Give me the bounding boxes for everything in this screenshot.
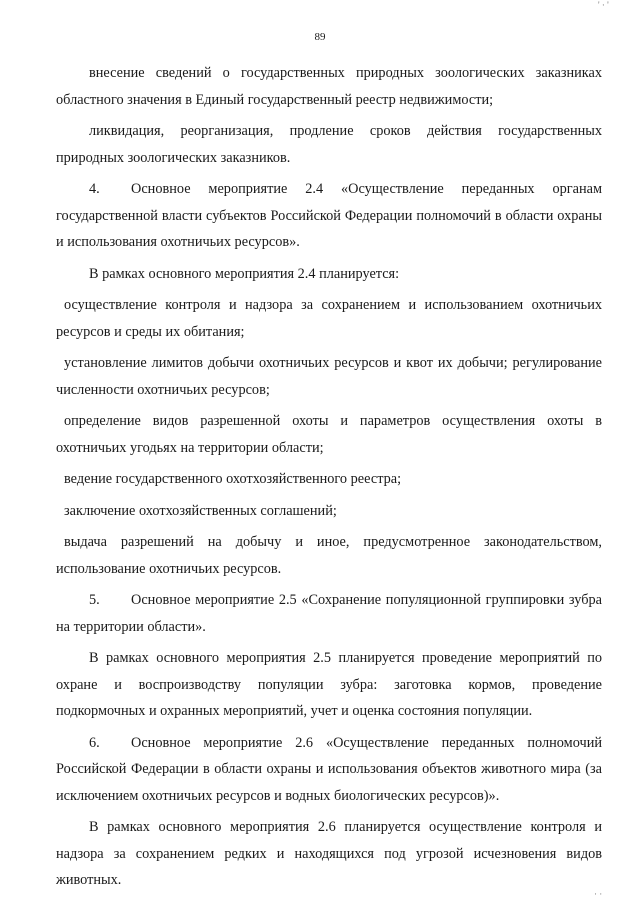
- paragraph-number: 5.: [89, 592, 100, 608]
- paragraph: [56, 645, 602, 725]
- paragraph-text: Основное мероприятие 2.6 «Осуществление переданных полномочий Российской Федерации в области охраны и использования объектов животного мира (за исключением охотничьих ресурсов и водных биологических ресурсов)».: [56, 734, 602, 804]
- paragraph-number: 4.: [89, 181, 100, 197]
- scan-mark-bottom: · ·: [594, 889, 603, 899]
- paragraph-text: заключение охотхозяйственных соглашений;: [64, 502, 337, 519]
- paragraph-text: Основное мероприятие 2.4 «Осуществление переданных органам государственной власти субъектов Российской Федерации полномочий в области охраны и использования охотничьих ресурсов».: [56, 181, 602, 250]
- paragraph: [56, 292, 602, 345]
- paragraph: [56, 118, 602, 171]
- page-number: 89: [314, 31, 326, 43]
- paragraph-text: В рамках основного мероприятия 2.4 планируется:: [89, 265, 400, 282]
- paragraph-text: В рамках основного мероприятия 2.5 планируется проведение мероприятий по охране и воспроизводству популяции зубра: заготовка кормов, проведение подкормочных и охранных мероприятий, учет и оценка состояния популяции.: [56, 650, 602, 719]
- paragraph-text: осуществление контроля и надзора за сохранением и использованием охотничьих ресурсов и среды их обитания;: [56, 297, 602, 340]
- paragraph-text: внесение сведений о государственных природных зоологических заказниках областного значения в Единый государственный реестр недвижимости;: [56, 65, 602, 108]
- paragraph: [56, 350, 602, 403]
- paragraph-text: установление лимитов добычи охотничьих ресурсов и квот их добычи; регулирование численности охотничьих ресурсов;: [56, 355, 602, 398]
- paragraph: [56, 498, 602, 525]
- paragraph: [56, 60, 602, 113]
- paragraph-text: ведение государственного охотхозяйственного реестра;: [64, 471, 402, 487]
- paragraph: [56, 408, 602, 461]
- paragraph-text: В рамках основного мероприятия 2.6 планируется осуществление контроля и надзора за сохранением редких и находящихся под угрозой исчезновения видов животных.: [56, 819, 602, 888]
- paragraph-text: Основное мероприятие 2.5 «Сохранение популяционной группировки зубра на территории области».: [56, 592, 602, 635]
- paragraph-text: выдача разрешений на добычу и иное, предусмотренное законодательством, использование охотничьих ресурсов.: [56, 534, 602, 577]
- paragraph-number: 6.: [89, 734, 100, 751]
- numbered-paragraph: [56, 730, 602, 810]
- numbered-paragraph: [56, 176, 602, 256]
- scan-mark-top: ' · ': [598, 0, 609, 10]
- paragraph: [56, 814, 602, 894]
- body-text: [56, 60, 602, 899]
- paragraph: [56, 466, 602, 493]
- paragraph: [56, 261, 602, 288]
- numbered-paragraph: [56, 587, 602, 640]
- paragraph-text: ликвидация, реорганизация, продление сроков действия государственных природных зоологических заказников.: [56, 123, 602, 166]
- paragraph-text: определение видов разрешенной охоты и параметров осуществления охоты в охотничьих угодьях на территории области;: [56, 413, 602, 456]
- paragraph: [56, 529, 602, 582]
